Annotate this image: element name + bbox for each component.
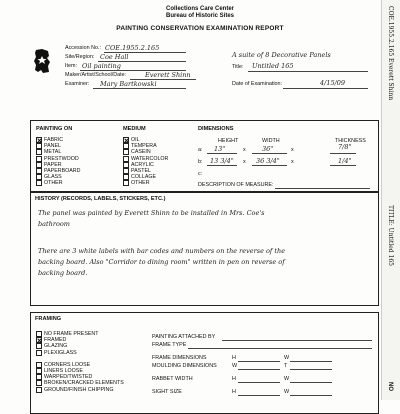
medium-heading: MEDIUM	[123, 126, 146, 132]
site-value[interactable]: Coe Hall	[100, 53, 129, 61]
painting-on-option[interactable]	[36, 143, 61, 149]
date-label: Date of Examination:	[232, 81, 283, 87]
framing-option[interactable]	[36, 368, 83, 374]
framing-option-label: PLEXIGLASS	[44, 349, 77, 356]
side-tab-no: NO	[387, 382, 393, 391]
medium-option-label: PASTEL	[131, 168, 151, 174]
painting-on-option[interactable]	[36, 168, 80, 174]
painting-on-checkbox[interactable]	[36, 162, 42, 168]
org-line-2: Bureau of Historic Sites	[165, 13, 234, 19]
medium-option[interactable]	[123, 137, 140, 143]
framing-checkbox[interactable]	[36, 362, 42, 368]
side-tab-accession: COE.1955.2.165 Everett Shinn	[387, 6, 394, 101]
state-logo-icon	[33, 48, 51, 74]
medium-checkbox[interactable]	[123, 168, 129, 174]
painting-on-option-label: OTHER	[44, 180, 63, 187]
medium-checkbox[interactable]	[123, 137, 129, 143]
painting-on-option[interactable]	[36, 137, 63, 143]
rabbet-w: W	[284, 376, 290, 382]
item-label: Item:	[65, 63, 77, 69]
rabbet-label: RABBET WIDTH	[152, 376, 193, 382]
dim-c-label: c:	[198, 171, 203, 177]
painting-on-option-label: PAPERBOARD	[44, 168, 81, 174]
painting-on-option-label: FABRIC	[44, 137, 64, 143]
medium-option-label: ACRYLIC	[131, 161, 154, 168]
sight-label: SIGHT SIZE	[152, 389, 182, 395]
framing-checkbox[interactable]	[36, 387, 42, 393]
painting-on-option[interactable]	[36, 174, 62, 180]
framing-option-label: NO FRAME PRESENT	[44, 331, 99, 337]
dim-b-x2: x	[291, 159, 294, 165]
framing-option-label: WARPED/TWISTED	[44, 374, 93, 381]
medium-option[interactable]	[123, 162, 154, 168]
history-line-4[interactable]: backing board. Also "Corridor to dining room" written in pen on reverse of	[38, 258, 285, 266]
dim-b-thickness[interactable]: 1/4"	[338, 157, 352, 165]
framing-option-label: FRAMED	[44, 337, 67, 344]
painting-on-heading: PAINTING ON	[36, 126, 73, 132]
painting-on-option[interactable]	[36, 156, 79, 162]
framing-checkbox[interactable]	[36, 368, 42, 374]
medium-option[interactable]	[123, 156, 168, 162]
painting-on-checkbox[interactable]	[36, 137, 42, 143]
dim-a-width[interactable]: 36"	[262, 145, 274, 153]
medium-option[interactable]	[123, 180, 150, 186]
painting-on-checkbox[interactable]	[36, 168, 42, 174]
molding-dim-label: MOULDING DIMENSIONS	[152, 363, 217, 369]
dim-b-x: x	[243, 159, 246, 165]
medium-option-label: TEMPERA	[131, 143, 157, 150]
framing-option[interactable]	[36, 350, 77, 356]
dim-b-height[interactable]: 13 3/4"	[210, 157, 234, 165]
sight-h: H	[232, 389, 236, 395]
framing-option[interactable]	[36, 374, 92, 380]
framing-option[interactable]	[36, 331, 98, 337]
item-value[interactable]: Oil painting	[82, 62, 121, 70]
framing-checkbox[interactable]	[36, 350, 42, 356]
medium-option[interactable]	[123, 149, 151, 155]
frame-type-label: FRAME TYPE	[152, 342, 187, 348]
width-label: WIDTH	[262, 138, 280, 144]
painting-on-option-label: PANEL	[44, 143, 61, 150]
side-tab-title: TITLE: Untitled 165	[387, 205, 394, 266]
painting-on-option-label: METAL	[44, 149, 62, 156]
painting-on-checkbox[interactable]	[36, 174, 42, 180]
medium-checkbox[interactable]	[123, 149, 129, 155]
dim-a-x: x	[243, 147, 246, 153]
framing-heading: FRAMING	[35, 316, 62, 322]
framing-checkbox[interactable]	[36, 374, 42, 380]
dim-b-label: b:	[198, 159, 203, 165]
painting-on-option[interactable]	[36, 162, 62, 168]
medium-option-label: OTHER	[131, 180, 150, 187]
maker-value[interactable]: Everett Shinn	[145, 71, 191, 79]
dim-a-x2: x	[291, 147, 294, 153]
examiner-value[interactable]: Mary Bartkowski	[100, 80, 157, 88]
medium-option-label: WATERCOLOR	[131, 155, 169, 162]
rabbet-h: H	[232, 376, 236, 382]
frame-dim-h: H	[232, 355, 236, 361]
form-title: PAINTING CONSERVATION EXAMINATION REPORT	[116, 25, 284, 32]
medium-checkbox[interactable]	[123, 174, 129, 180]
medium-option[interactable]	[123, 143, 157, 149]
sight-w: W	[284, 389, 290, 395]
history-line-3[interactable]: There are 3 white labels with bar codes and numbers on the reverse of the	[38, 247, 286, 255]
medium-option[interactable]	[123, 174, 156, 180]
frame-dim-label: FRAME DIMENSIONS	[152, 355, 207, 361]
painting-on-option-label: PRESTWOOD	[44, 155, 79, 162]
org-line-1: Collections Care Center	[165, 6, 235, 12]
history-line-5[interactable]: backing board.	[38, 269, 88, 277]
medium-checkbox[interactable]	[123, 180, 129, 186]
accession-value[interactable]: COE.1955.2.165	[105, 44, 160, 52]
medium-option-label: OIL	[131, 137, 140, 143]
painting-on-checkbox[interactable]	[36, 180, 42, 186]
framing-option-label: GLAZING	[44, 343, 68, 350]
framing-option-label: LINERS LOOSE	[44, 368, 83, 374]
height-label: HEIGHT	[218, 138, 239, 144]
molding-dim-t: T	[284, 363, 288, 369]
dim-a-label: a:	[198, 147, 203, 153]
attached-label: PAINTING ATTACHED BY	[152, 334, 216, 340]
history-line-1[interactable]: The panel was painted by Everett Shinn to be installed in Mrs. Coe's	[38, 209, 265, 217]
title-value[interactable]: Untitled 165	[252, 62, 294, 70]
measure-label: DESCRIPTION OF MEASURE:	[198, 182, 274, 188]
painting-on-option[interactable]	[36, 149, 61, 155]
site-label: Site/Region:	[65, 54, 95, 60]
folder-side-tab	[381, 0, 400, 400]
framing-option[interactable]	[36, 343, 67, 349]
painting-on-option-label: GLASS	[44, 174, 62, 181]
medium-checkbox[interactable]	[123, 162, 129, 168]
framing-option[interactable]	[36, 380, 124, 386]
title-label: Title:	[232, 64, 244, 70]
framing-option-label: BROKEN/CRACKED ELEMENTS	[44, 380, 124, 387]
thickness-label: THICKNESS	[335, 138, 366, 144]
painting-on-option[interactable]	[36, 180, 63, 186]
painting-on-option-label: PAPER	[44, 161, 62, 168]
medium-option[interactable]	[123, 168, 151, 174]
dim-a-height[interactable]: 13"	[214, 145, 226, 153]
date-value[interactable]: 4/15/09	[320, 79, 346, 87]
molding-dim-w: W	[232, 363, 238, 369]
medium-checkbox[interactable]	[123, 143, 129, 149]
frame-dim-w: W	[284, 355, 290, 361]
medium-option-label: COLLAGE	[131, 174, 157, 181]
dim-b-width[interactable]: 36 3/4"	[256, 157, 280, 165]
painting-on-checkbox[interactable]	[36, 143, 42, 149]
framing-option-label: CORNERS LOOSE	[44, 361, 91, 368]
framing-option[interactable]	[36, 387, 113, 393]
history-line-2[interactable]: bathroom	[38, 220, 70, 228]
suite-note: A suite of 8 Decorative Panels	[232, 51, 331, 59]
framing-option-label: GROUND/FINISH CHIPPING	[44, 386, 114, 393]
dim-a-thickness[interactable]: 7/8"	[338, 143, 352, 151]
painting-on-checkbox[interactable]	[36, 156, 42, 162]
framing-option[interactable]	[36, 337, 66, 343]
examiner-label: Examiner:	[65, 81, 90, 87]
framing-checkbox[interactable]	[36, 337, 42, 343]
accession-label: Accession No.:	[65, 45, 101, 51]
maker-label: Maker/Artist/School/Date:	[65, 72, 127, 78]
framing-option[interactable]	[36, 362, 90, 368]
painting-on-checkbox[interactable]	[36, 149, 42, 155]
history-heading: HISTORY (RECORDS, LABELS, STICKERS, ETC.)	[35, 196, 166, 202]
framing-checkbox[interactable]	[36, 380, 42, 386]
framing-checkbox[interactable]	[36, 331, 42, 337]
framing-checkbox[interactable]	[36, 343, 42, 349]
dimensions-heading: DIMENSIONS	[198, 126, 234, 132]
medium-option-label: CASEIN	[131, 149, 151, 156]
medium-checkbox[interactable]	[123, 156, 129, 162]
